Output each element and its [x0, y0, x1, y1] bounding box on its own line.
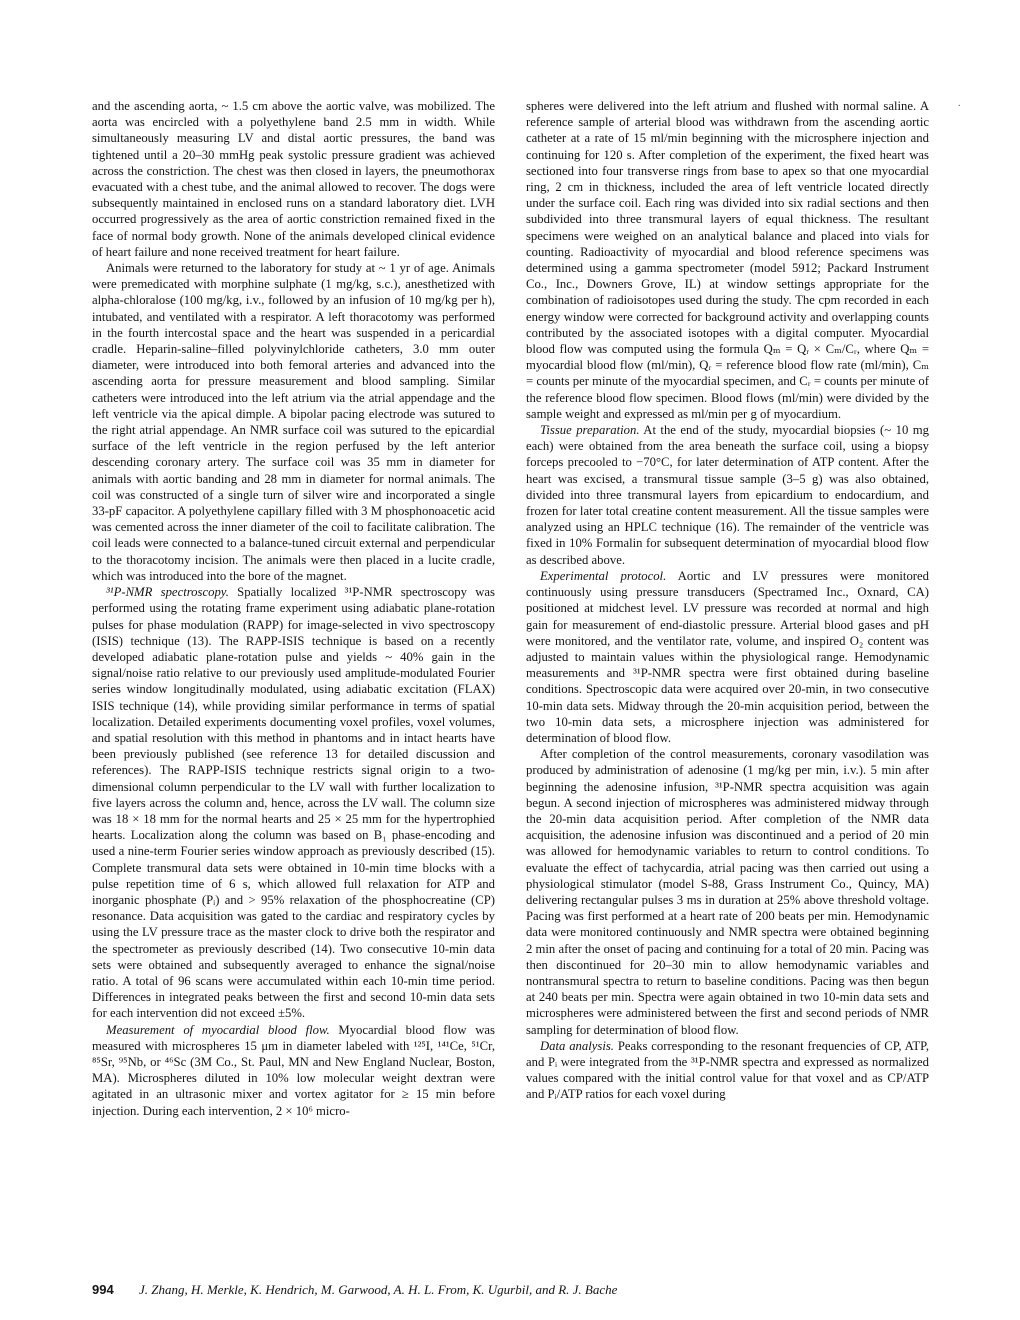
page-number: 994 — [92, 1282, 114, 1297]
paragraph-blood-flow — [92, 1022, 495, 1119]
paragraph-animal-preparation: Animals were returned to the laboratory for study at ~ 1 yr of age. Animals were premedicated with morphine sulphate (1 mg/kg, s.c.), anesthetized with alpha-chloralose (100 mg/kg, i.v., followed by an infusion of 10 mg/kg per h), intubated, and ventilated with a respirator. A left thoracotomy was performed in the fourth intercostal space and the heart was suspended in a pericardial cradle. Heparin-saline–filled polyvinylchloride catheters, 3.0 mm outer diameter, were introduced into both femoral arteries and advanced into the ascending aorta for pressure measurement and blood sampling. Similar catheters were introduced into the left atrium via the atrial appendage and the left ventricle via the apical dimple. A bipolar pacing electrode was sutured to the right atrial appendage. An NMR surface coil was sutured to the epicardial surface of the left ventricle in the region perfused by the left anterior descending coronary artery. The surface coil was 35 mm in diameter for animals with aortic banding and 28 mm in diameter for normal animals. The coil was constructed of a single turn of silver wire and incorporated a single 33-pF capacitor. A polyethylene capillary filled with 3 M phosphonoacetic acid was cemented across the inner diameter of the coil to facilitate calibration. The coil leads were connected to a balance-tuned circuit external and perpendicular to the thoracotomy incision. The animals were then placed in a lucite cradle, which was introduced into the bore of the magnet. — [92, 261, 495, 583]
section-heading-nmr: ³¹P-NMR spectroscopy. — [106, 585, 229, 600]
section-heading-data-analysis: Data analysis. — [540, 1038, 614, 1053]
page-footer — [92, 1282, 617, 1298]
paragraph-nmr-spectroscopy — [92, 584, 495, 1021]
paragraph-adenosine-pacing: After completion of the control measurements, coronary vasodilation was produced by administration of adenosine (1 mg/kg per min, i.v.). 5 min after beginning the adenosine infusion, ³¹P-NMR spectra acquisition was again begun. A second injection of microspheres was administered midway through the 20-min data acquisition period. After completion of the NMR data acquisition, the adenosine infusion was discontinued and a period of 20 min was allowed for hemodynamic variables to return to control conditions. To evaluate the effect of tachycardia, atrial pacing was then carried out using a physiological stimulator (model S-88, Grass Instrument Co., Quincy, MA) delivering rectangular pulses 3 ms in duration at 25% above threshold voltage. Pacing was first performed at a heart rate of 200 beats per min. Hemodynamic data were monitored continuously and NMR spectra were obtained beginning 2 min after the onset of pacing and continuing for a total of 20 min. Pacing was then discontinued for 20–30 min to allow hemodynamic variables and nontransmural spectra to return to baseline conditions. Pacing was then begun at 240 beats per min. Spectra were again obtained in two 10-min data sets and microspheres were administered between the first and second periods of NMR sampling for determination of blood flow. — [526, 747, 929, 1037]
margin-mark: . — [958, 98, 961, 109]
section-heading-blood-flow: Measurement of myocardial blood flow. — [106, 1022, 330, 1037]
paragraph-tissue-body: At the end of the study, myocardial biopsies (~ 10 mg each) were obtained from the area beneath the surface coil, using a biopsy forceps precooled to −70°C, for later determination of ATP content. After the heart was excised, a transmural tissue sample (3–5 g) was also obtained, divided into three transmural layers from epicardium to endocardium, and frozen for later total creatine content measurement. All the tissue samples were analyzed using an HPLC technique (16). The remainder of the ventricle was fixed in 10% Formalin for subsequent determination of myocardial blood flow as described above. — [526, 423, 929, 567]
paragraph-data-analysis — [526, 1038, 929, 1103]
section-heading-tissue: Tissue preparation. — [540, 423, 640, 438]
right-column — [526, 98, 929, 1103]
paragraph-blood-flow-body: Myocardial blood flow was measured with microspheres 15 μm in diameter labeled with ¹²⁵I, ¹⁴¹Ce, ⁵¹Cr, ⁸⁵Sr, ⁹⁵Nb, or ⁴⁶Sc (3M Co., St. Paul, MN and New England Nuclear, Boston, MA). Microspheres diluted in 10% low molecular weight dextran were agitated in an ultrasonic mixer and vortex agitator for ≥ 15 min before injection. During each intervention, 2 × 10⁶ micro- — [92, 1022, 495, 1118]
left-column — [92, 98, 495, 1119]
paragraph-tissue-preparation — [526, 422, 929, 568]
section-heading-protocol: Experimental protocol. — [540, 568, 667, 583]
paragraph-protocol — [526, 568, 929, 746]
paragraph-data-analysis-body: Peaks corresponding to the resonant frequencies of CP, ATP, and Pᵢ were integrated from the ³¹P-NMR spectra and expressed as normalized values compared with the initial control value for that voxel and as CP/ATP and Pᵢ/ATP ratios for each voxel during — [526, 1038, 929, 1102]
author-list: J. Zhang, H. Merkle, K. Hendrich, M. Garwood, A. H. L. From, K. Ugurbil, and R. J. Bache — [138, 1282, 618, 1297]
paragraph-protocol-body: Aortic and LV pressures were monitored continuously using pressure transducers (Spectramed Inc., Oxnard, CA) positioned at midchest level. LV pressure was recorded at normal and high gain for measurement of end-diastolic pressure. Arterial blood gases and pH were monitored, and the ventilator rate, volume, and inspired O₂ content was adjusted to maintain values within the physiological range. Hemodynamic measurements and ³¹P-NMR spectra were first obtained during baseline conditions. Spectroscopic data were acquired over 20-min, in two consecutive 10-min data sets. Midway through the 20-min acquisition period, between the two 10-min data sets, a microsphere injection was administered for determination of blood flow. — [526, 568, 930, 745]
paragraph-microspheres: spheres were delivered into the left atrium and flushed with normal saline. A reference sample of arterial blood was withdrawn from the ascending aortic catheter at a rate of 15 ml/min beginning with the microsphere injection and continuing for 120 s. After completion of the experiment, the fixed heart was sectioned into four transverse rings from base to apex so that one myocardial ring, 2 cm in thickness, included the area of left ventricle located directly under the surface coil. Each ring was divided into six radial sections and then subdivided into three transmural layers of equal thickness. The resultant specimens were weighed on an analytical balance and placed into vials for counting. Radioactivity of myocardial and blood reference specimens was determined using a gamma spectrometer (model 5912; Packard Instrument Co., Inc., Downers Grove, IL) at window settings appropriate for the combination of radioisotopes used during the study. The cpm recorded in each energy window were corrected for background activity and overlapping counts contributed by the associated isotopes with a digital computer. Myocardial blood flow was computed using the formula Qₘ = Qᵣ × Cₘ/Cᵣ, where Qₘ = myocardial blood flow (ml/min), Qᵣ = reference blood flow rate (ml/min), Cₘ = counts per minute of the myocardial specimen, and Cᵣ = counts per minute of the reference blood flow specimen. Blood flows (ml/min) were divided by the sample weight and expressed as ml/min per g of myocardium. — [526, 99, 929, 421]
paragraph-nmr-body: Spatially localized ³¹P-NMR spectroscopy was performed using the rotating frame experiment using adiabatic plane-rotation pulses for phase modulation (RAPP) for image-selected in vivo spectroscopy (ISIS) technique (13). The RAPP-ISIS technique is based on a recently developed adiabatic plane-rotation pulse and yields ~ 40% gain in the signal/noise ratio relative to our previously used amplitude-modulated Fourier series window longitudinally modulated, using adiabatic excitation (FLAX) ISIS technique (14), while providing similar performance in terms of spatial localization. Detailed experiments documenting voxel profiles, voxel volumes, and spatial resolution with this method in phantoms and in intact hearts have been previously published (see reference 13 for detailed discussion and references). The RAPP-ISIS technique restricts signal origin to a two-dimensional column perpendicular to the LV wall with further localization to five layers across the column and, hence, across the LV wall. The column size was 18 × 18 mm for the normal hearts and 25 × 25 mm for the hypertrophied hearts. Localization along the column was based on B₁ phase-encoding and used a nine-term Fourier series window approach as previously described (15). Complete transmural data sets were obtained in 10-min time blocks with a pulse repetition time of 6 s, which allowed full relaxation for ATP and inorganic phosphate (Pᵢ) and > 95% relaxation of the phosphocreatine (CP) resonance. Data acquisition was gated to the cardiac and respiratory cycles by using the LV pressure trace as the master clock to drive both the respirator and the spectrometer as previously described (14). Two consecutive 10-min data sets were obtained and subsequently averaged to enhance the signal/noise ratio. A total of 96 scans were accumulated within each 10-min time period. Differences in integrated peaks between the first and second 10-min data sets for each intervention did not exceed ±5%. — [92, 585, 495, 1021]
paragraph-aortic-banding: and the ascending aorta, ~ 1.5 cm above the aortic valve, was mobilized. The aorta was encircled with a polyethylene band 2.5 mm in width. While simultaneously measuring LV and distal aortic pressures, the band was tightened until a 20–30 mmHg peak systolic pressure gradient was achieved across the constriction. The chest was then closed in layers, the pneumothorax evacuated with a chest tube, and the animal allowed to recover. The dogs were subsequently maintained in enclosed runs on a standard laboratory diet. LVH occurred progressively as the area of aortic constriction remained fixed in the face of normal body growth. None of the animals developed clinical evidence of heart failure and none received treatment for heart failure. — [92, 99, 495, 259]
